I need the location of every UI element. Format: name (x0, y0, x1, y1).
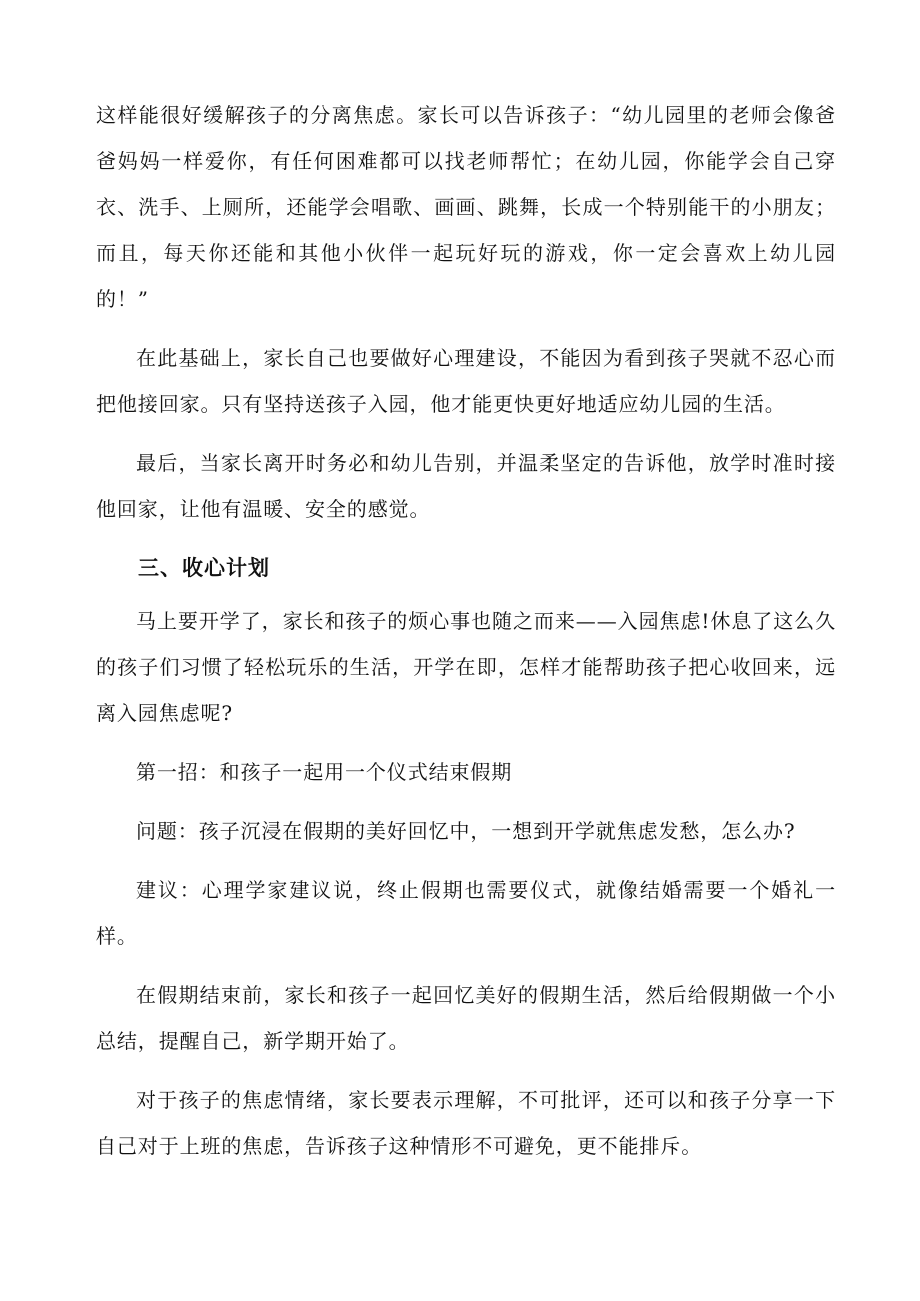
paragraph-question: 问题：孩子沉浸在假期的美好回忆中，一想到开学就焦虑发愁，怎么办? (136, 819, 796, 843)
paragraph-tip-one: 第一招：和孩子一起用一个仪式结束假期 (136, 760, 513, 784)
paragraph-parent-mindset: 在此基础上，家长自己也要做好心理建设，不能因为看到孩子哭就不忍心而把他接回家。只有坚持送孩子入园，他才能更快更好地适应幼儿园的生活。 (96, 346, 836, 416)
paragraph-understanding: 对于孩子的焦虑情绪，家长要表示理解，不可批评，还可以和孩子分享一下自己对于上班的焦虑，告诉孩子这种情形不可避免，更不能排斥。 (96, 1088, 836, 1158)
section-heading: 三、收心计划 (138, 556, 270, 580)
paragraph-intro: 马上要开学了，家长和孩子的烦心事也随之而来——入园焦虑!休息了这么久的孩子们习惯了轻松玩乐的生活，开学在即，怎样才能帮助孩子把心收回来，远离入园焦虑呢? (96, 609, 836, 725)
paragraph-summary: 在假期结束前，家长和孩子一起回忆美好的假期生活，然后给假期做一个小总结，提醒自己，新学期开始了。 (96, 983, 836, 1053)
paragraph-farewell: 最后，当家长离开时务必和幼儿告别，并温柔坚定的告诉他，放学时准时接他回家，让他有温暖、安全的感觉。 (96, 451, 836, 521)
paragraph-suggestion: 建议：心理学家建议说，终止假期也需要仪式，就像结婚需要一个婚礼一样。 (96, 878, 836, 948)
paragraph-continuation: 这样能很好缓解孩子的分离焦虑。家长可以告诉孩子：“幼儿园里的老师会像爸爸妈妈一样爱你，有任何困难都可以找老师帮忙；在幼儿园，你能学会自己穿衣、洗手、上厕所，还能学会唱歌、画画、跳舞，长成一个特别能干的小朋友；而且，每天你还能和其他小伙伴一起玩好玩的游戏，你一定会喜欢上幼儿园的！” (96, 103, 836, 311)
document-page (96, 92, 836, 1182)
